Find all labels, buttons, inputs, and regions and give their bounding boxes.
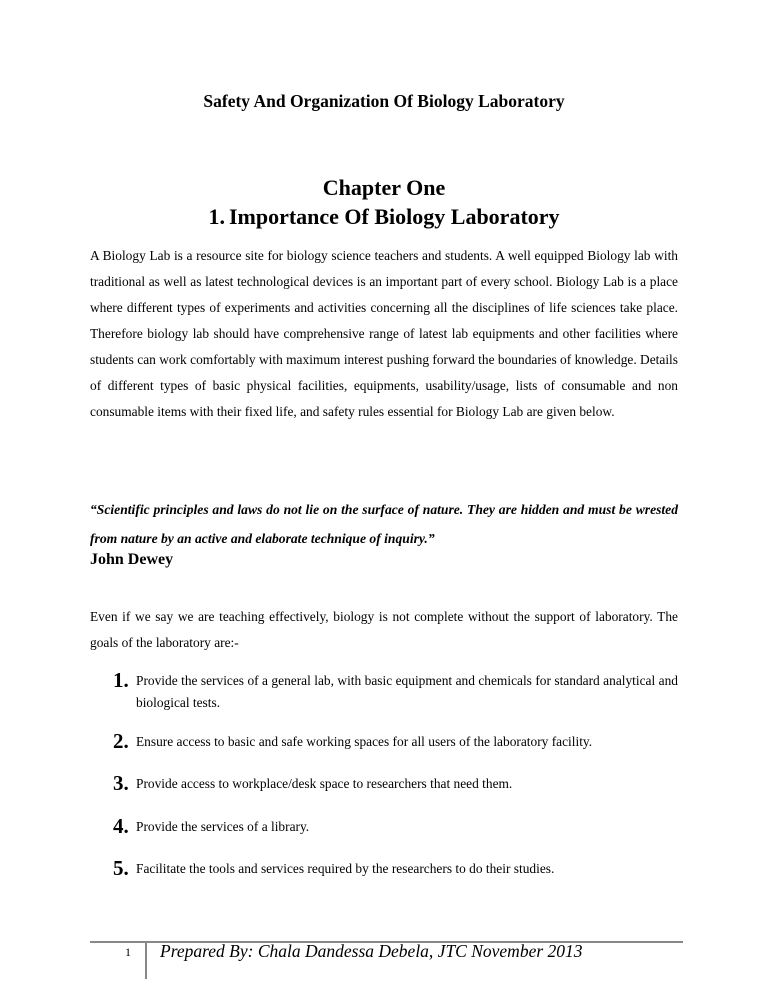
page-number: 1 bbox=[125, 945, 131, 959]
footer-text: Prepared By: Chala Dandessa Debela, JTC November 2013 bbox=[160, 941, 583, 961]
list-item-number: 1. bbox=[113, 668, 129, 692]
section-heading bbox=[0, 204, 768, 230]
list-item-text: Provide the services of a general lab, with basic equipment and chemicals for standard analytical and biological tests. bbox=[136, 673, 678, 710]
list-item-text: Facilitate the tools and services required by the researchers to do their studies. bbox=[136, 861, 555, 876]
list-item-text: Provide the services of a library. bbox=[136, 819, 310, 834]
list-item-text: Ensure access to basic and safe working spaces for all users of the laboratory facility. bbox=[136, 734, 593, 749]
chapter-title: Chapter One bbox=[322, 175, 446, 200]
quote-author: John Dewey bbox=[90, 551, 174, 568]
intro-paragraph: A Biology Lab is a resource site for biology science teachers and students. A well equipped Biology lab with traditional as well as latest technological devices is an important part of every school. Biology Lab is a place where different types of experiments and activities concerning all the disciplines of life sciences take place. Therefore biology lab should have comprehensive range of latest lab equipments and other facilities where students can work comfortably with maximum interest pushing forward the boundaries of knowledge. Details of different types of basic physical facilities, equipments, usability/usage, lists of consumable and non consumable items with their fixed life, and safety rules essential for Biology Lab are given below. bbox=[90, 248, 678, 419]
list-item-text: Provide access to workplace/desk space to researchers that need them. bbox=[136, 776, 513, 791]
section-number: 1. bbox=[208, 204, 225, 229]
list-item-number: 5. bbox=[113, 856, 129, 880]
list-item-number: 3. bbox=[113, 771, 129, 795]
goals-intro-paragraph: Even if we say we are teaching effectively, biology is not complete without the support of laboratory. The goals of the laboratory are:- bbox=[90, 609, 678, 650]
list-item-number: 2. bbox=[113, 729, 129, 753]
document-title: Safety And Organization Of Biology Laboratory bbox=[203, 91, 565, 111]
list-item-number: 4. bbox=[113, 814, 129, 838]
section-title: Importance Of Biology Laboratory bbox=[228, 204, 560, 229]
quote-text: “Scientific principles and laws do not lie on the surface of nature. They are hidden and must be wrested from nature by an active and elaborate technique of inquiry.” bbox=[90, 502, 678, 546]
footer-divider bbox=[145, 941, 147, 979]
